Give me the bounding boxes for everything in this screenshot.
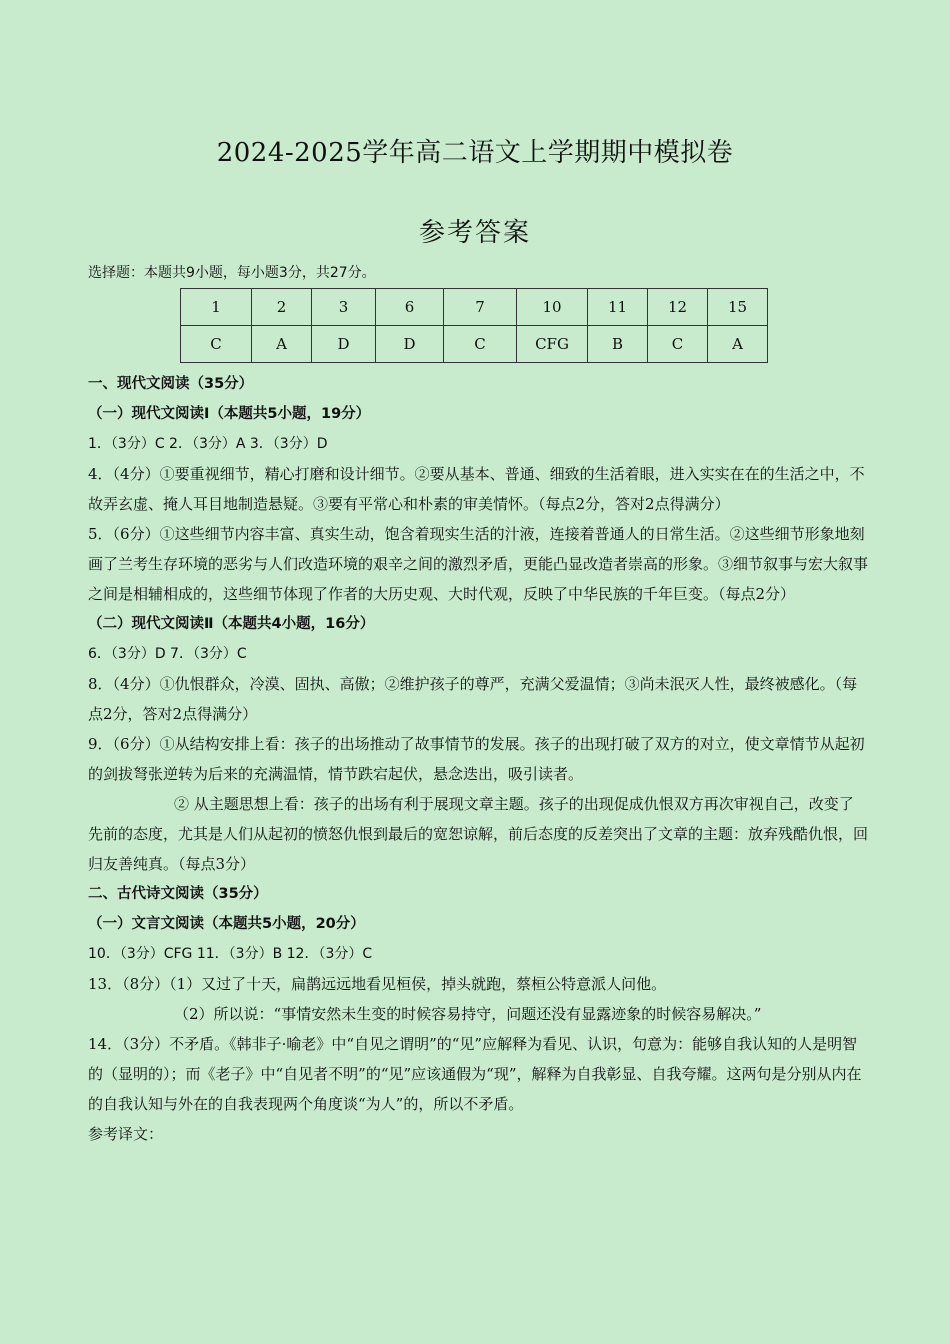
answers-10-to-12: 10．（3分）CFG 11．（3分）B 12．（3分）C	[88, 946, 373, 962]
table-cell-number: 11	[588, 289, 648, 326]
answer-4: 4．（4分）①要重视细节，精心打磨和设计细节。②要从基本、普通、细致的生活着眼，进入实实在在的生活之中，不故弄玄虚、掩人耳目地制造悬疑。③要有平常心和朴素的审美情怀。（每点2分，答对2点得满分）	[88, 465, 865, 513]
table-cell-number: 15	[708, 289, 768, 326]
table-cell-answer: C	[444, 326, 517, 363]
answer-5: 5．（6分）①这些细节内容丰富、真实生动，饱含着现实生活的汁液，连接着普通人的日常生活。②这些细节形象地刻画了兰考生存环境的恶劣与人们改造环境的艰辛之间的激烈矛盾，更能凸显改造者崇高的形象。③细节叙事与宏大叙事之间是相辅相成的，这些细节体现了作者的大历史观、大时代观，反映了中华民族的千年巨变。（每点2分）	[88, 525, 869, 603]
answer-8: 8．（4分）①仇恨群众，冷漠、固执、高傲；②维护孩子的尊严，充满父爱温情；③尚未泯灭人性，最终被感化。（每点2分，答对2点得满分）	[88, 675, 858, 723]
table-cell-answer: A	[252, 326, 312, 363]
table-cell-number: 2	[252, 289, 312, 326]
table-cell-answer: A	[708, 326, 768, 363]
table-cell-number: 6	[376, 289, 444, 326]
table-cell-answer: D	[376, 326, 444, 363]
answer-table	[180, 288, 768, 363]
document-title: 2024-2025学年高二语文上学期期中模拟卷	[216, 138, 734, 168]
translation-label: 参考译文：	[88, 1125, 164, 1143]
table-cell-number: 3	[312, 289, 376, 326]
section1-part2-heading: （二）现代文阅读Ⅱ（本题共4小题，16分）	[88, 616, 375, 632]
answer-13-part2: （2）所以说：“事情安然未生变的时候容易持守，问题还没有显露迹象的时候容易解决。”	[174, 1005, 762, 1023]
answer-14: 14．（3分）不矛盾。《韩非子·喻老》中“自见之谓明”的“见”应解释为看见、认识，句意为：能够自我认知的人是明智的（显明的）；而《老子》中“自见者不明”的“见”应该通假为“现”，解释为自我彰显、自我夸耀。这两句是分别从内在的自我认知与外在的自我表现两个角度谈“为人”的，所以不矛盾。	[88, 1035, 862, 1113]
table-cell-answer: B	[588, 326, 648, 363]
table-cell-answer: CFG	[517, 326, 588, 363]
choice-intro: 选择题：本题共9小题，每小题3分，共27分。	[88, 265, 376, 281]
answer-13-part1: 13．（8分）（1）又过了十天，扁鹊远远地看见桓侯，掉头就跑，蔡桓公特意派人问他。	[88, 975, 667, 993]
table-cell-answer: D	[312, 326, 376, 363]
table-cell-number: 7	[444, 289, 517, 326]
section1-heading: 一、现代文阅读（35分）	[88, 376, 254, 392]
table-cell-answer: C	[648, 326, 708, 363]
section1-part1-heading: （一）现代文阅读Ⅰ（本题共5小题，19分）	[88, 406, 371, 422]
answer-table-answer-row	[181, 326, 768, 363]
answers-6-to-7: 6．（3分）D 7．（3分）C	[88, 646, 247, 662]
section2-part1-heading: （一）文言文阅读（本题共5小题，20分）	[88, 916, 365, 932]
answer-9-part2: ② 从主题思想上看：孩子的出场有利于展现文章主题。孩子的出现促成仇恨双方再次审视自己，改变了先前的态度，尤其是人们从起初的愤怒仇恨到最后的宽恕谅解，前后态度的反差突出了文章的主题：放弃残酷仇恨，回归友善纯真。（每点3分）	[88, 795, 869, 873]
answer-table-number-row	[181, 289, 768, 326]
section2-heading: 二、古代诗文阅读（35分）	[88, 886, 268, 902]
table-cell-number: 12	[648, 289, 708, 326]
document-subtitle: 参考答案	[418, 218, 531, 248]
table-cell-number: 1	[181, 289, 252, 326]
answer-9-part1: 9．（6分）①从结构安排上看：孩子的出场推动了故事情节的发展。孩子的出现打破了双方的对立，使文章情节从起初的剑拔弩张逆转为后来的充满温情，情节跌宕起伏，悬念迭出，吸引读者。	[88, 735, 865, 783]
answer-content	[88, 258, 868, 1149]
answers-1-to-3: 1．（3分）C 2．（3分）A 3．（3分）D	[88, 436, 328, 452]
table-cell-number: 10	[517, 289, 588, 326]
table-cell-answer: C	[181, 326, 252, 363]
